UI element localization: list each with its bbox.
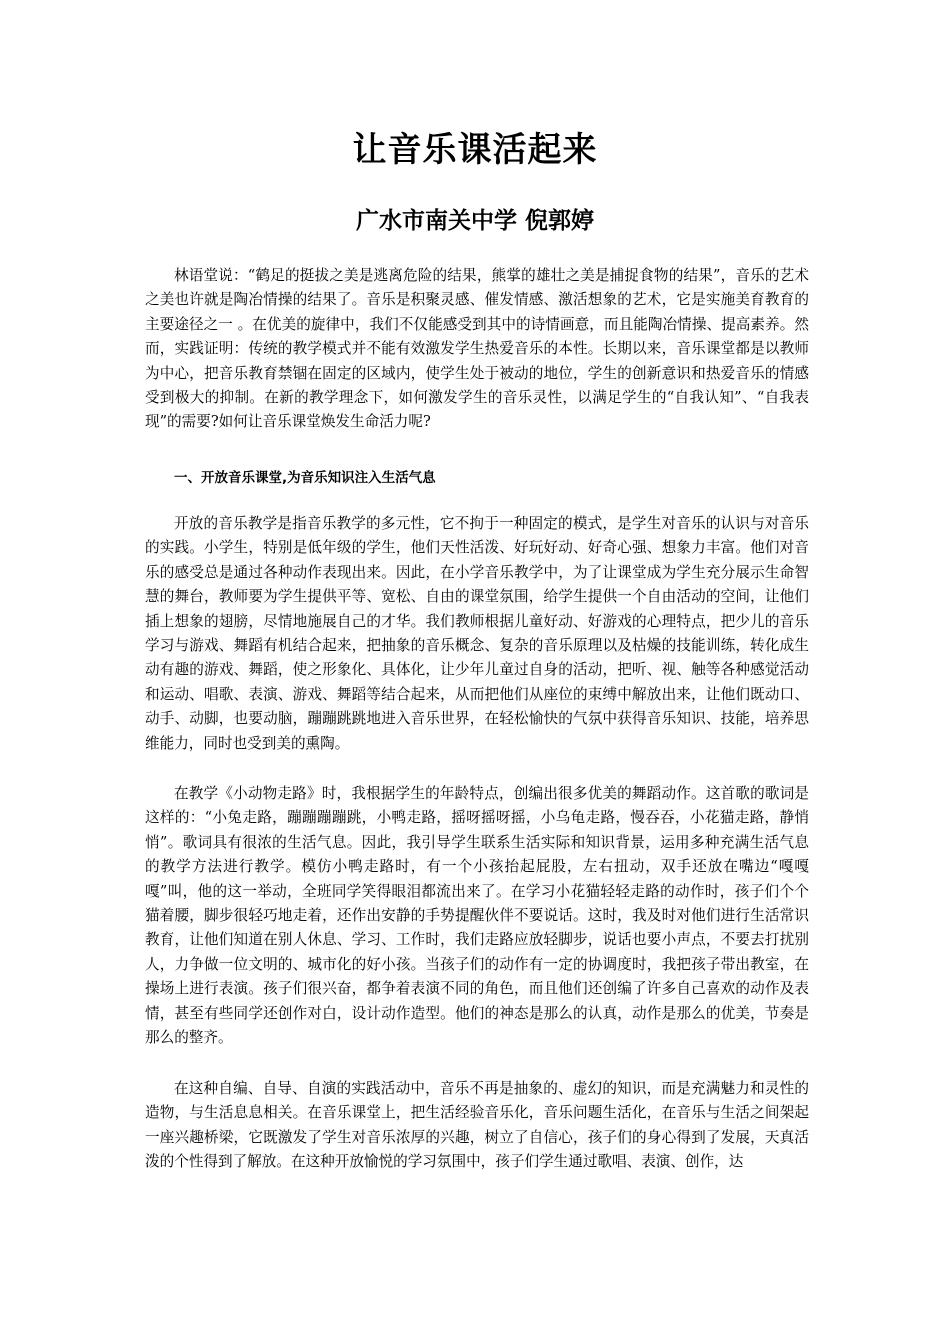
document-author: 广水市南关中学 倪郭婷 bbox=[355, 208, 594, 234]
paragraph-animal-walk: 在教学《小动物走路》时，我根据学生的年龄特点，创编出很多优美的舞蹈动作。这首歌的歌词是这样的：“小兔走路，蹦蹦蹦蹦跳，小鸭走路，摇呀摇呀摇，小乌龟走路，慢吞吞，小花猫走路，静悄悄”。歌词具有很浓的生活气息。因此，我引导学生联系生活实际和知识背景，运用多种充满生活气息的教学方法进行教学。模仿小鸭走路时，有一个小孩抬起屁股，左右扭动，双手还放在嘴边“嘎嘎嘎”叫，他的这一举动，全班同学笑得眼泪都流出来了。在学习小花猫轻轻走路的动作时，孩子们个个猫着腰，脚步很轻巧地走着，还作出安静的手势提醒伙伴不要说话。这时，我及时对他们进行生活常识教育，让他们知道在别人休息、学习、工作时，我们走路应放轻脚步，说话也要小声点，不要去打扰别人，力争做一位文明的、城市化的好小孩。当孩子们的动作有一定的协调度时，我把孩子带出教室，在操场上进行表演。孩子们很兴奋，都争着表演不同的角色，而且他们还创编了许多自己喜欢的动作及表情，甚至有些同学还创作对白，设计动作造型。他们的神态是那么的认真，动作是那么的优美，节奏是那么的整齐。 bbox=[145, 785, 809, 1047]
paragraph-practice: 在这种自编、自导、自演的实践活动中，音乐不再是抽象的、虚幻的知识，而是充满魅力和灵性的造物，与生活息息相关。在音乐课堂上，把生活经验音乐化，音乐问题生活化，在音乐与生活之间架起一座兴趣桥梁，它既激发了学生对音乐浓厚的兴趣，树立了自信心，孩子们的身心得到了发展，天真活泼的个性得到了解放。在这种开放愉悦的学习氛围中，孩子们学生通过歌唱、表演、创作，达 bbox=[145, 1080, 809, 1171]
section-heading: 一、开放音乐课堂,为音乐知识注入生活气息 bbox=[174, 470, 436, 486]
document-title: 让音乐课活起来 bbox=[352, 130, 598, 170]
paragraph-open-teaching: 开放的音乐教学是指音乐教学的多元性，它不拘于一种固定的模式，是学生对音乐的认识与对音乐的实践。小学生，特别是低年级的学生，他们天性活泼、好玩好动、好奇心强、想象力丰富。他们对音乐的感受总是通过各种动作表现出来。因此，在小学音乐教学中，为了让课堂成为学生充分展示生命智慧的舞台，教师要为学生提供平等、宽松、自由的课堂氛围，给学生提供一个自由活动的空间，让他们插上想象的翅膀，尽情地施展自己的才华。我们教师根据儿童好动、好游戏的心理特点，把少儿的音乐学习与游戏、舞蹈有机结合起来，把抽象的音乐概念、复杂的音乐原理以及枯燥的技能训练，转化成生动有趣的游戏、舞蹈，使之形象化、具体化，让少年儿童过自身的活动，把听、视、触等各种感觉活动和运动、唱歌、表演、游戏、舞蹈等结合起来，从而把他们从座位的束缚中解放出来，让他们既动口、动手、动脚，也要动脑，蹦蹦跳跳地进入音乐世界，在轻松愉快的气氛中获得音乐知识、技能，培养思维能力，同时也受到美的熏陶。 bbox=[145, 515, 809, 752]
paragraph-intro: 林语堂说：“鹤足的挺拔之美是逃离危险的结果，熊掌的雄壮之美是捕捉食物的结果”，音乐的艺术之美也许就是陶冶情操的结果了。音乐是积聚灵感、催发情感、激活想象的艺术，它是实施美育教育的主要途径之一 。在优美的旋律中，我们不仅能感受到其中的诗情画意，而且能陶冶情操、提高素养。然而，实践证明：传统的教学模式并不能有效激发学生热爱音乐的本性。长期以来，音乐课堂都是以教师为中心，把音乐教育禁锢在固定的区域内，使学生处于被动的地位，学生的创新意识和热爱音乐的情感受到极大的抑制。在新的教学理念下，如何激发学生的音乐灵性，以满足学生的“自我认知”、“自我表现”的需要?如何让音乐课堂焕发生命活力呢? bbox=[145, 267, 809, 431]
